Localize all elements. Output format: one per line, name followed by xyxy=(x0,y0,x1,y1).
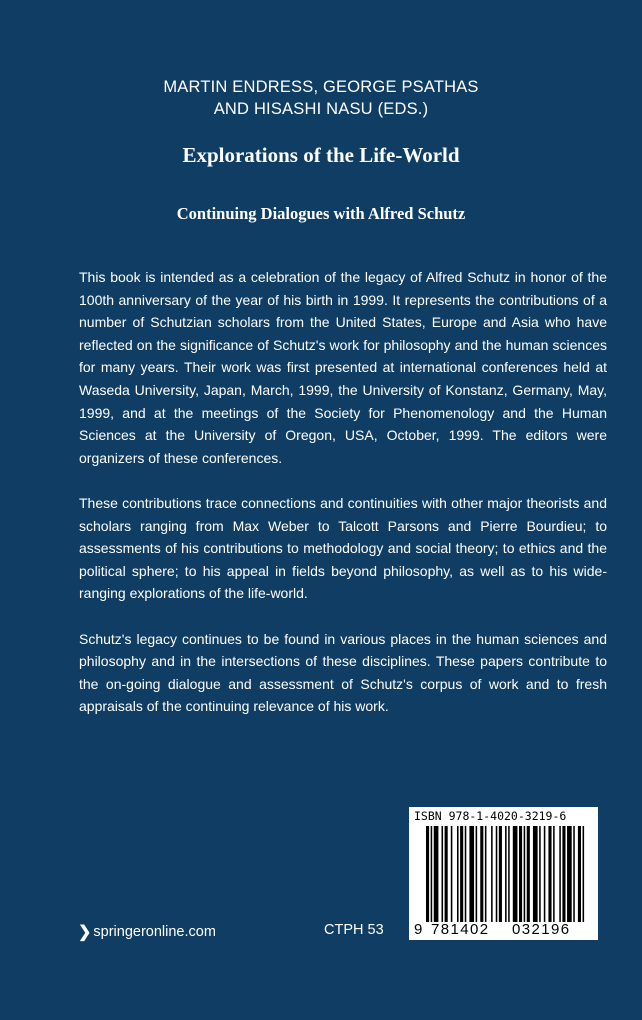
barcode-bar xyxy=(431,826,433,922)
editors xyxy=(0,76,642,120)
barcode-bar xyxy=(505,826,507,922)
barcode-bar xyxy=(548,826,551,922)
barcode-digits-left: 781402 xyxy=(431,921,490,938)
isbn-label: ISBN 978-1-4020-3219-6 xyxy=(414,809,567,823)
blurb-paragraph-1: This book is intended as a celebration of the legacy of Alfred Schutz in honor of the 100th anniversary of the year of his birth in 1999. It represents the contributions of a number of Schutzian scholars from the United States, Europe and Asia who have reflected on the significance of Schutz's work for philosophy and the human sciences for many years. Their work was first presented at international conferences held at Waseda University, Japan, March, 1999, the University of Konstanz, Germany, May, 1999, and at the meetings of the Society for Phenomenology and the Human Sciences at the University of Oregon, USA, October, 1999. The editors were organizers of these conferences. xyxy=(79,269,607,466)
barcode-bar xyxy=(578,826,581,922)
barcode-bar xyxy=(469,826,474,922)
barcode-bar xyxy=(567,826,572,922)
editors-line-2: AND HISASHI NASU (EDS.) xyxy=(213,100,429,118)
barcode-bars xyxy=(426,826,586,934)
barcode-bar xyxy=(465,826,467,922)
barcode-bar xyxy=(553,826,555,922)
barcode-bar xyxy=(451,826,453,922)
barcode-bar xyxy=(544,826,546,922)
barcode-digits-right: 032196 xyxy=(512,921,571,938)
barcode-bar xyxy=(485,826,487,922)
barcode-bar xyxy=(480,826,483,922)
barcode-bar xyxy=(426,826,429,922)
barcode-bar xyxy=(499,826,502,922)
barcode-bar xyxy=(559,826,561,922)
barcode-bar xyxy=(476,826,478,922)
publisher-link[interactable] xyxy=(78,922,216,942)
barcode-bar xyxy=(491,826,493,922)
barcode xyxy=(409,807,598,940)
publisher-url: springeronline.com xyxy=(93,924,216,940)
barcode-bar xyxy=(513,826,518,922)
book-title: Explorations of the Life-World xyxy=(182,143,460,167)
barcode-bar xyxy=(573,826,575,922)
barcode-bar xyxy=(457,826,459,922)
series-code: CTPH 53 xyxy=(324,922,384,938)
barcode-bar xyxy=(524,826,526,922)
barcode-bar xyxy=(442,826,444,922)
barcode-bar xyxy=(460,826,463,922)
barcode-bar xyxy=(527,826,530,922)
editors-line-1: MARTIN ENDRESS, GEORGE PSATHAS xyxy=(163,78,479,96)
barcode-bar xyxy=(583,826,585,922)
blurb xyxy=(79,266,607,740)
barcode-bar xyxy=(519,826,522,922)
barcode-bar xyxy=(508,826,510,922)
chevron-right-icon: ❯ xyxy=(78,924,92,941)
blurb-paragraph-2: These contributions trace connections and continuities with other major theorists and scholars ranging from Max Weber to Talcott Parsons and Pierre Bourdieu; to assessments of his contributions to methodology and social theory; to ethics and the political sphere; to his appeal in fields beyond philosophy, as well as to his wide-ranging explorations of the life-world. xyxy=(79,494,607,602)
barcode-bar xyxy=(434,826,439,922)
book-subtitle: Continuing Dialogues with Alfred Schutz xyxy=(176,204,466,223)
barcode-bar xyxy=(496,826,498,922)
barcode-bar xyxy=(539,826,541,922)
barcode-digit-first: 9 xyxy=(414,921,423,938)
barcode-bar xyxy=(533,826,538,922)
barcode-bar xyxy=(445,826,448,922)
blurb-paragraph-3: Schutz's legacy continues to be found in various places in the human sciences and philosophy and in the intersections of these disciplines. These papers contribute to the on-going dialogue and assessment of Schutz's corpus of work and to fresh appraisals of the continuing relevance of his work. xyxy=(79,630,607,715)
barcode-bar xyxy=(562,826,565,922)
